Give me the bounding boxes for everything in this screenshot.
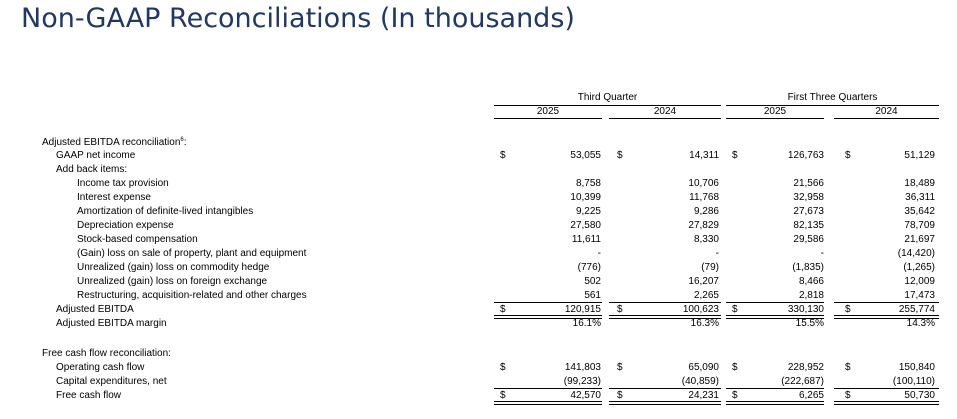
table-row [0,178,957,192]
year-rule-ytd-2025 [726,118,824,119]
subtotal-rule-ebitda-q25 [494,302,602,303]
header-year-ytd-2024: 2024 [875,106,898,117]
row-label: (Gain) loss on sale of property, plant and equipment [77,248,307,259]
cell-value: (14,420) [897,248,935,259]
total-rule-fcf-q25 [494,401,602,405]
cell-value: - [820,248,824,259]
fcf-section-label: Free cash flow reconciliation: [42,348,171,359]
cell-value: 53,055 [570,150,601,161]
total-rule-ebitda-y24 [834,315,939,319]
table-row [0,150,957,164]
row-label: Stock-based compensation [77,234,198,245]
cell-value: (776) [577,262,601,273]
ebitda-section-label [42,137,187,148]
cell-value: 6,265 [798,390,824,401]
cell-value: 255,774 [898,304,935,315]
cell-value: - [715,248,719,259]
subtotal-rule-fcf-y25 [726,388,824,389]
cell-value: 16.3% [690,318,719,329]
currency-symbol: $ [500,362,506,373]
cell-value: 561 [584,290,601,301]
table-row [0,362,957,376]
cell-value: 11,768 [689,192,719,203]
header-year-q-2024: 2024 [653,106,677,117]
currency-symbol: $ [732,304,738,315]
cell-value: (1,265) [903,262,935,273]
cell-value: 32,958 [793,192,824,203]
cell-value: 2,265 [693,290,719,301]
cell-value: 126,763 [787,150,824,161]
currency-symbol: $ [617,304,623,315]
cell-value: 21,566 [793,178,824,189]
cell-value: 100,623 [682,304,719,315]
row-label: Adjusted EBITDA margin [56,318,167,329]
subtotal-rule-fcf-q24 [609,388,721,389]
cell-value: 10,706 [688,178,719,189]
cell-value: 24,231 [688,390,719,401]
cell-value: (222,687) [781,376,824,387]
total-rule-fcf-y24 [834,401,939,405]
cell-value: 50,730 [904,390,935,401]
cell-value: 82,135 [793,220,824,231]
cell-value: 502 [584,276,601,287]
row-label: Amortization of definite-lived intangibles [77,206,254,217]
cell-value: 42,570 [570,390,601,401]
cell-value: 36,311 [905,192,935,203]
row-label: Operating cash flow [56,362,145,373]
cell-value: 27,829 [688,220,719,231]
cell-value: 27,673 [793,206,824,217]
cell-value: 11,611 [571,234,601,245]
total-rule-ebitda-q24 [609,315,721,319]
row-label: Free cash flow [56,390,122,401]
currency-symbol: $ [617,390,623,401]
cell-value: 21,697 [904,234,935,245]
subtotal-rule-fcf-y24 [834,388,939,389]
currency-symbol: $ [845,150,851,161]
cell-value: 29,586 [793,234,824,245]
cell-value: 78,709 [904,220,935,231]
currency-symbol: $ [500,150,506,161]
total-rule-fcf-q24 [609,401,721,405]
ebitda-section-text: Adjusted EBITDA reconciliation [42,137,181,148]
cell-value: 12,009 [904,276,935,287]
cell-value: 150,840 [898,362,935,373]
cell-value: 14.3% [906,318,935,329]
currency-symbol: $ [500,304,506,315]
currency-symbol: $ [732,362,738,373]
cell-value: 10,399 [570,192,601,203]
table-row [0,276,957,290]
subtotal-rule-ebitda-y24 [834,302,939,303]
table-row [0,192,957,206]
page-title: Non-GAAP Reconciliations (In thousands) [21,3,575,34]
subtotal-rule-ebitda-y25 [726,302,824,303]
currency-symbol: $ [617,362,623,373]
year-rule-q-2025 [494,118,602,119]
total-rule-fcf-y25 [726,401,824,405]
subtotal-rule-ebitda-q24 [609,302,721,303]
header-year-ytd-2025: 2025 [763,106,787,117]
cell-value: 330,130 [787,304,824,315]
cell-value: 120,915 [564,304,601,315]
cell-value: 14,311 [689,150,719,161]
total-rule-ebitda-y25 [726,315,824,319]
currency-symbol: $ [845,304,851,315]
cell-value: (40,859) [681,376,719,387]
ebitda-section-row [0,137,957,151]
currency-symbol: $ [500,390,506,401]
cell-value: 8,758 [575,178,601,189]
cell-value: 17,473 [904,290,935,301]
header-first-three-quarters: First Three Quarters [787,92,878,103]
cell-value: 15.5% [795,318,824,329]
header-third-quarter: Third Quarter [577,92,638,103]
cell-value: (99,233) [563,376,601,387]
year-rule-ytd-2024 [834,118,939,119]
cell-value: 9,286 [693,206,719,217]
cell-value: (100,110) [892,376,935,387]
currency-symbol: $ [845,390,851,401]
cell-value: 8,330 [693,234,719,245]
cell-value: 8,466 [798,276,824,287]
row-label: Depreciation expense [77,220,174,231]
year-rule-q-2024 [609,118,721,119]
cell-value: 141,803 [564,362,601,373]
row-label: Capital expenditures, net [56,376,167,387]
table-row [0,248,957,262]
header-year-q-2025: 2025 [536,106,560,117]
cell-value: 9,225 [575,206,601,217]
cell-value: 18,489 [904,178,935,189]
subtotal-rule-fcf-q25 [494,388,602,389]
cell-value: 65,090 [688,362,719,373]
cell-value: (1,835) [792,262,824,273]
cell-value: 228,952 [787,362,824,373]
table-row [0,206,957,220]
currency-symbol: $ [732,150,738,161]
cell-value: 35,642 [904,206,935,217]
row-label: Unrealized (gain) loss on commodity hedge [77,262,270,273]
cell-value: 27,580 [570,220,601,231]
currency-symbol: $ [617,150,623,161]
table-row [0,318,957,332]
row-label: GAAP net income [56,150,136,161]
footnote-marker: 6 [180,137,184,143]
cell-value: (79) [701,262,719,273]
cell-value: - [597,248,601,259]
table-row [0,234,957,248]
fcf-section-row [0,348,957,362]
table-row [0,262,957,276]
table-row [0,220,957,234]
table-row [0,164,957,178]
total-rule-ebitda-q25 [494,315,602,319]
row-label: Restructuring, acquisition-related and other charges [77,290,307,301]
row-label: Add back items: [56,164,128,175]
row-label: Unrealized (gain) loss on foreign exchange [77,276,268,287]
currency-symbol: $ [845,362,851,373]
row-label: Income tax provision [77,178,169,189]
row-label: Interest expense [77,192,151,203]
ebitda-section-colon: : [183,137,187,148]
currency-symbol: $ [732,390,738,401]
cell-value: 51,129 [904,150,935,161]
row-label: Adjusted EBITDA [56,304,134,315]
cell-value: 2,818 [798,290,824,301]
cell-value: 16.1% [572,318,601,329]
cell-value: 16,207 [688,276,719,287]
